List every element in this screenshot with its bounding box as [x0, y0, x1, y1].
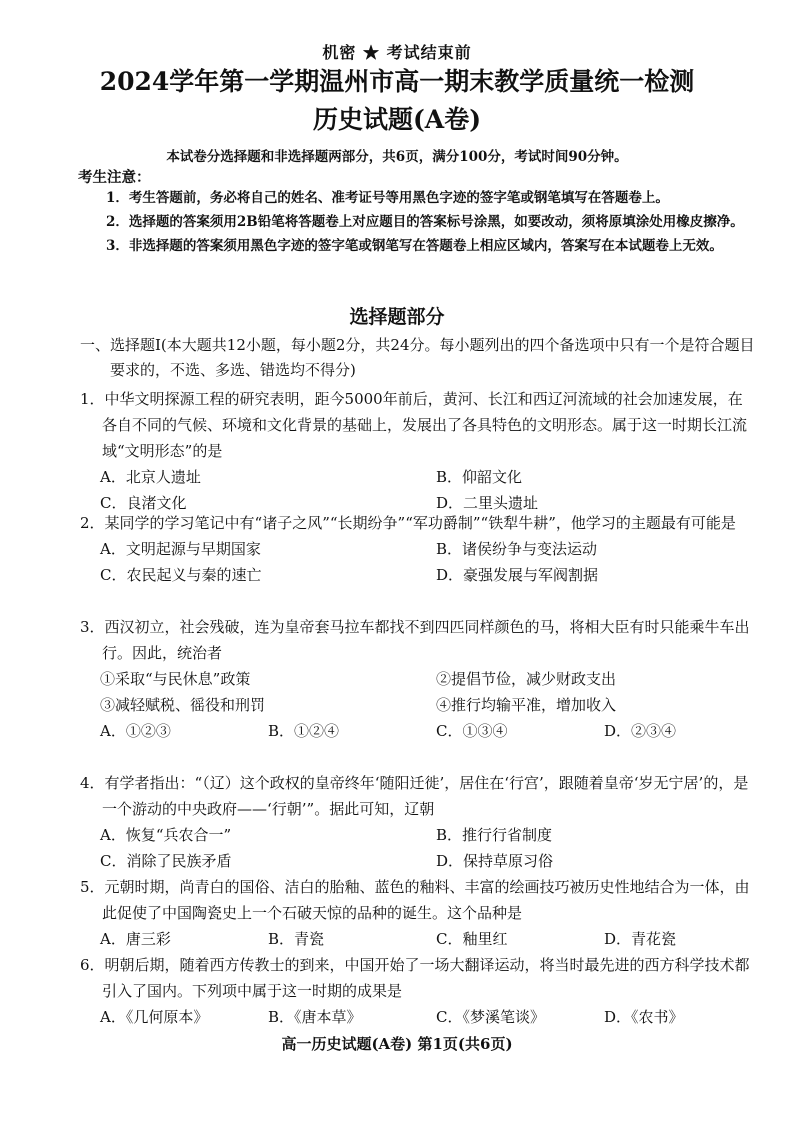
- options: [80, 536, 756, 588]
- option-b: B．诸侯纷争与变法运动: [436, 540, 598, 558]
- statement-3: ③减轻赋税、徭役和刑罚: [100, 696, 266, 714]
- option-c: C．《梦溪笔谈》: [436, 1008, 545, 1026]
- question-4: [80, 770, 756, 874]
- question-stem: 5．元朝时期，尚青白的国俗、洁白的胎釉、蓝色的釉料、丰富的绘画技巧被历史性地结合为一体，由此促使了中国陶瓷史上一个石破天惊的品种的诞生。这个品种是: [80, 878, 750, 922]
- option-d: D．二里头遗址: [436, 494, 539, 512]
- question-stem: 1．中华文明探源工程的研究表明，距今5000年前后，黄河、长江和西辽河流域的社会加速发展，在各自不同的气候、环境和文化背景的基础上，发展出了各具特色的文明形态。属于这一时期长江流域“文明形态”的是: [80, 390, 748, 460]
- notice-title: 考生注意：: [78, 169, 151, 186]
- part-heading: 一、选择题Ⅰ(本大题共12小题，每小题2分，共24分。每小题列出的四个备选项中只有一个是符合题目要求的，不选、多选、错选均不得分): [80, 336, 755, 379]
- option-a: A．文明起源与早期国家: [100, 540, 261, 558]
- option-c: C．消除了民族矛盾: [100, 852, 232, 870]
- exam-title: 2024学年第一学期温州市高一期末教学质量统一检测: [99, 67, 695, 96]
- question-stem: 6．明朝后期，随着西方传教士的到来，中国开始了一场大翻译运动，将当时最先进的西方科学技术都引入了国内。下列项中属于这一时期的成果是: [80, 956, 750, 1000]
- option-b: B．青瓷: [268, 930, 325, 948]
- section-title: 选择题部分: [349, 306, 445, 328]
- question-2: [80, 510, 756, 588]
- confidential-mark: 机密 ★ 考试结束前: [322, 43, 472, 62]
- option-c: C．农民起义与秦的速亡: [100, 566, 262, 584]
- option-b: B．仰韶文化: [436, 468, 523, 486]
- option-d: D．②③④: [604, 722, 677, 740]
- options: [80, 926, 756, 952]
- option-b: B．《唐本草》: [268, 1008, 362, 1026]
- question-6: [80, 952, 756, 1030]
- question-1: [80, 386, 756, 516]
- statement-1: ①采取“与民休息”政策: [100, 670, 251, 688]
- question-stem: 2．某同学的学习笔记中有“诸子之风”“长期纷争”“军功爵制”“铁犁牛耕”，他学习的主题最有可能是: [80, 514, 736, 532]
- option-d: D．青花瓷: [604, 930, 677, 948]
- question-stem: 3．西汉初立，社会残破，连为皇帝套马拉车都找不到四匹同样颜色的马，将相大臣有时只能乘牛车出行。因此，统治者: [80, 618, 750, 662]
- option-c: C．釉里红: [436, 930, 508, 948]
- options: [80, 464, 756, 516]
- option-a: A．《几何原本》: [100, 1008, 209, 1026]
- options: [80, 1004, 756, 1030]
- notice-list: [78, 186, 748, 258]
- statement-2: ②提倡节俭，减少财政支出: [436, 670, 617, 688]
- option-a: A．恢复“兵农合一”: [100, 826, 232, 844]
- question-3: [80, 614, 756, 744]
- question-stem: 4．有学者指出：“（辽）这个政权的皇帝终年‘随阳迁徙’，居住在‘行宫’，跟随着皇帝‘岁无宁居’的，是一个游动的中央政府——‘行朝’”。据此可知，辽朝: [80, 774, 749, 818]
- exam-intro: 本试卷分选择题和非选择题两部分，共6页，满分100分，考试时间90分钟。: [166, 149, 628, 165]
- option-a: A．①②③: [100, 722, 171, 740]
- question-5: [80, 874, 756, 952]
- statement-4: ④推行均输平准，增加收入: [436, 696, 617, 714]
- page-footer: 高一历史试题(A卷) 第1页(共6页): [281, 1035, 513, 1053]
- options: [80, 718, 756, 744]
- option-d: D．《农书》: [604, 1008, 684, 1026]
- options: [80, 822, 756, 874]
- option-d: D．豪强发展与军阀割据: [436, 566, 599, 584]
- notice-item: 1．考生答题前，务必将自己的姓名、准考证号等用黑色字迹的签字笔或钢笔填写在答题卷上。: [106, 190, 669, 206]
- option-c: C．良渚文化: [100, 494, 187, 512]
- option-a: A．唐三彩: [100, 930, 171, 948]
- option-b: B．①②④: [268, 722, 340, 740]
- statement-items: [80, 666, 756, 718]
- notice-item: 3．非选择题的答案须用黑色字迹的签字笔或钢笔写在答题卷上相应区域内，答案写在本试题卷上无效。: [106, 238, 723, 254]
- option-a: A．北京人遗址: [100, 468, 201, 486]
- notice-item: 2．选择题的答案须用2B铅笔将答题卷上对应题目的答案标号涂黑，如要改动，须将原填涂处用橡皮擦净。: [106, 214, 744, 230]
- option-d: D．保持草原习俗: [436, 852, 554, 870]
- exam-subtitle: 历史试题(A卷): [312, 105, 482, 134]
- option-c: C．①③④: [436, 722, 508, 740]
- option-b: B．推行行省制度: [436, 826, 553, 844]
